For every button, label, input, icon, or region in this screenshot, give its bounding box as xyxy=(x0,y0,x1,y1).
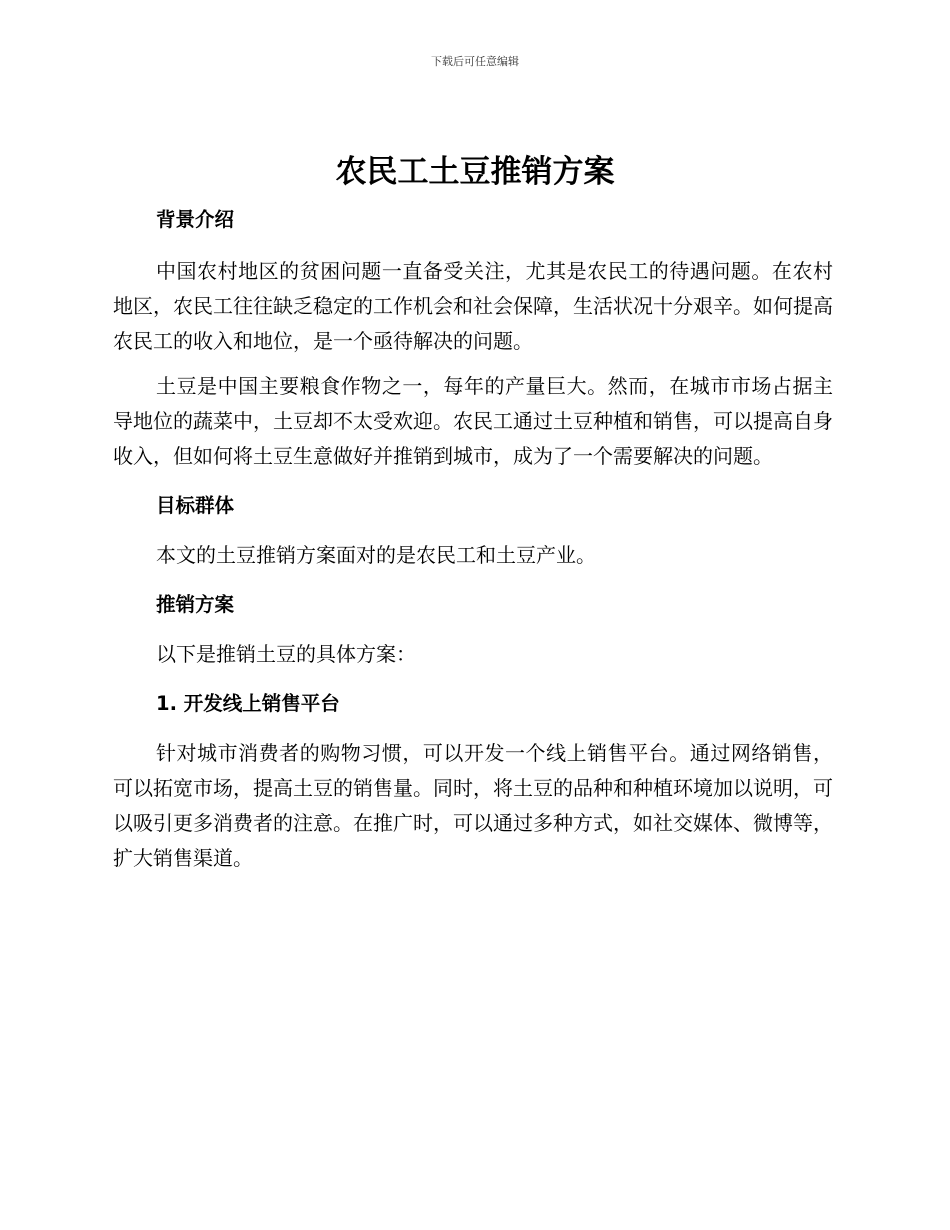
paragraph-background-1: 中国农村地区的贫困问题一直备受关注，尤其是农民工的待遇问题。在农村地区，农民工往往缺乏稳定的工作机会和社会保障，生活状况十分艰辛。如何提高农民工的收入和地位，是一个亟待解决的问题。 xyxy=(113,259,833,353)
paragraph-target-1: 本文的土豆推销方案面对的是农民工和土豆产业。 xyxy=(156,543,596,567)
section-heading-online-platform: 1. 开发线上销售平台 xyxy=(156,692,340,715)
paragraph-background-2: 土豆是中国主要粮食作物之一，每年的产量巨大。然而，在城市市场占据主导地位的蔬菜中，土豆却不太受欢迎。农民工通过土豆种植和销售，可以提高自身收入，但如何将土豆生意做好并推销到城市，成为了一个需要解决的问题。 xyxy=(113,374,833,468)
document-body xyxy=(113,198,833,876)
document-title: 农民工土豆推销方案 xyxy=(335,154,615,190)
section-heading-target: 目标群体 xyxy=(156,494,235,517)
page-header: 下载后可任意编辑 xyxy=(431,55,519,68)
paragraph-online-platform-1: 针对城市消费者的购物习惯，可以开发一个线上销售平台。通过网络销售，可以拓宽市场，提高土豆的销售量。同时，将土豆的品种和种植环境加以说明，可以吸引更多消费者的注意。在推广时，可以通过多种方式，如社交媒体、微博等，扩大销售渠道。 xyxy=(113,741,833,870)
section-heading-plan: 推销方案 xyxy=(156,593,235,616)
section-heading-background: 背景介绍 xyxy=(156,208,235,231)
paragraph-plan-1: 以下是推销土豆的具体方案： xyxy=(156,642,416,666)
